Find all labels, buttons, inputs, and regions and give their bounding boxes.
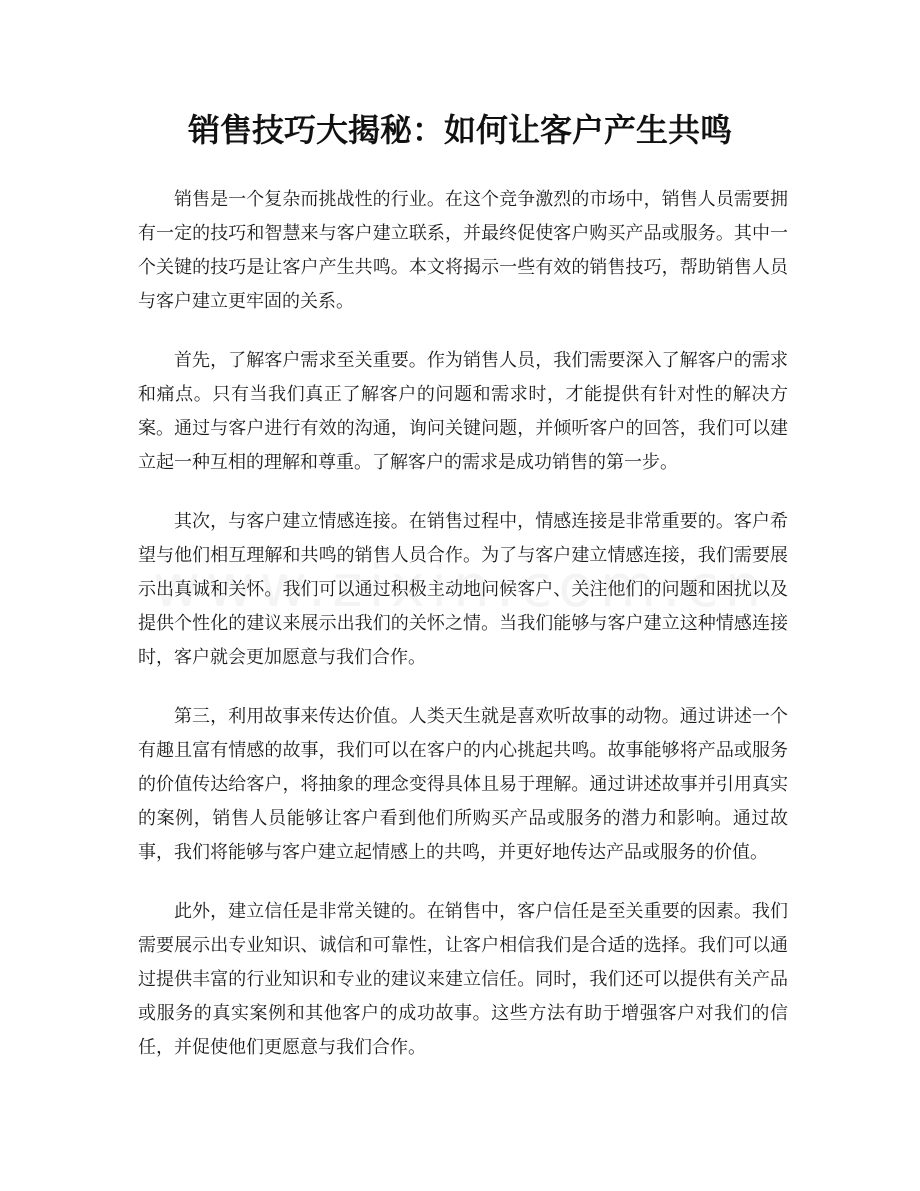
paragraph-storytelling: 第三，利用故事来传达价值。人类天生就是喜欢听故事的动物。通过讲述一个有趣且富有情感的故事，我们可以在客户的内心挑起共鸣。故事能够将产品或服务的价值传达给客户，将抽象的理念变得具体且易于理解。通过讲述故事并引用真实的案例，销售人员能够让客户看到他们所购买产品或服务的潜力和影响。通过故事，我们将能够与客户建立起情感上的共鸣，并更好地传达产品或服务的价值。 [138, 706, 788, 863]
paragraph-intro: 销售是一个复杂而挑战性的行业。在这个竞争激烈的市场中，销售人员需要拥有一定的技巧和智慧来与客户建立联系，并最终促使客户购买产品或服务。其中一个关键的技巧是让客户产生共鸣。本文将揭示一些有效的销售技巧，帮助销售人员与客户建立更牢固的关系。 [138, 189, 788, 312]
document-body [138, 183, 788, 1090]
paragraph-build-trust: 此外，建立信任是非常关键的。在销售中，客户信任是至关重要的因素。我们需要展示出专业知识、诚信和可靠性，让客户相信我们是合适的选择。我们可以通过提供丰富的行业知识和专业的建议来建立信任。同时，我们还可以提供有关产品或服务的真实案例和其他客户的成功故事。这些方法有助于增强客户对我们的信任，并促使他们更愿意与我们合作。 [138, 901, 788, 1058]
paragraph-emotional-connection: 其次，与客户建立情感连接。在销售过程中，情感连接是非常重要的。客户希望与他们相互理解和共鸣的销售人员合作。为了与客户建立情感连接，我们需要展示出真诚和关怀。我们可以通过积极主动地问候客户、关注他们的问题和困扰以及提供个性化的建议来展示出我们的关怀之情。当我们能够与客户建立这种情感连接时，客户就会更加愿意与我们合作。 [138, 511, 788, 668]
document-title: 销售技巧大揭秘：如何让客户产生共鸣 [187, 111, 732, 149]
paragraph-understand-needs: 首先，了解客户需求至关重要。作为销售人员，我们需要深入了解客户的需求和痛点。只有当我们真正了解客户的问题和需求时，才能提供有针对性的解决方案。通过与客户进行有效的沟通，询问关键问题，并倾听客户的回答，我们可以建立起一种互相的理解和尊重。了解客户的需求是成功销售的第一步。 [138, 350, 788, 473]
